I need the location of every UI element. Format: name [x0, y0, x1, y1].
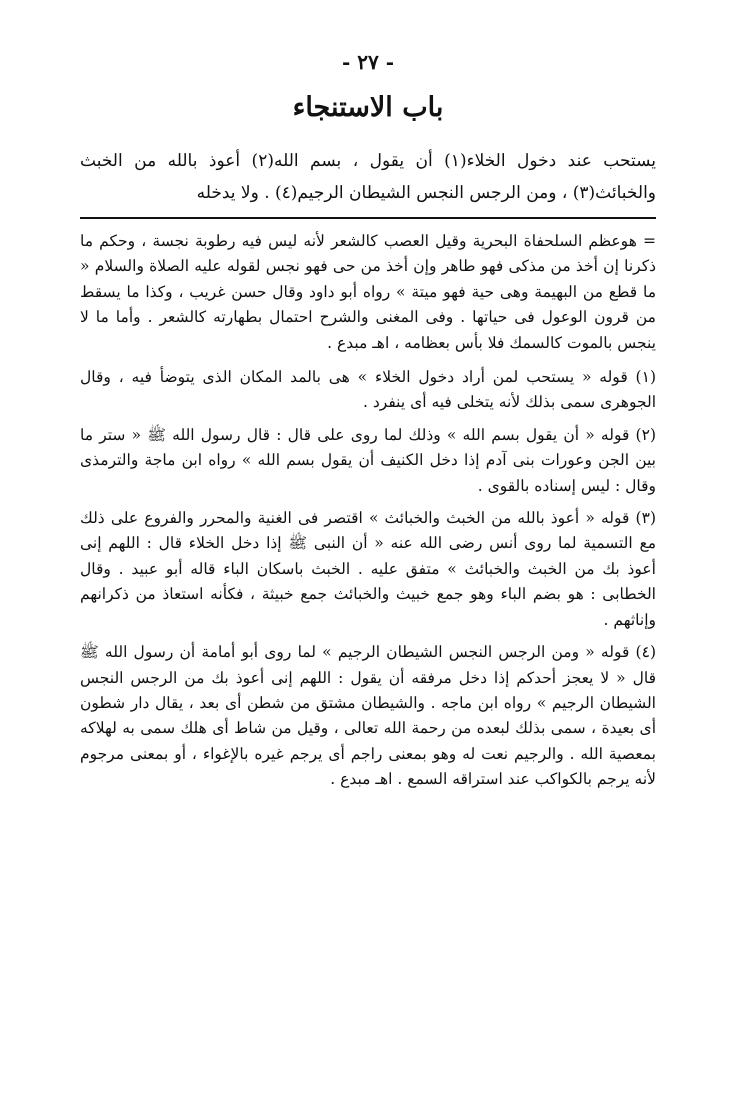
footnote-2: (٢) قوله « أن يقول بسم الله » وذلك لما روى على قال : قال رسول الله ﷺ « ستر ما بين الجن وعورات بنى آدم إذا دخل الكنيف أن يقول بسم الله » رواه ابن ماجة والترمذى وقال : ليس إسناده بالقوى .	[80, 425, 656, 495]
footnotes	[80, 229, 656, 793]
page-number: - ٢٧ -	[341, 50, 394, 74]
main-text	[80, 145, 656, 209]
main-paragraph: يستحب عند دخول الخلاء(١) أن يقول ، بسم الله(٢) أعوذ بالله من الخبث والخبائث(٣) ، ومن الرجس النجس الشيطان الرجيم(٤) . ولا يدخله	[80, 151, 656, 203]
footnote-continuation: = هوعظم السلحفاة البحرية وقيل العصب كالشعر لأنه ليس فيه رطوبة نجسة ، وحكم ما ذكرنا إن أخذ من مذكى فهو طاهر وإن أخذ من حى فهو نجس لقوله عليه الصلاة والسلام « ما قطع من البهيمة وهى حية فهو ميتة » رواه أبو داود وقال حسن غريب ، وكذا ما يسقط من قرون الوعول فى حياتها . وفى المغنى والشرح احتمال بطهارته كالشعر . وأما ما لا ينجس بالموت كالسمك فلا بأس بعظامه ، اهـ مبدع .	[80, 232, 656, 352]
footnote-divider	[80, 217, 656, 219]
chapter-title: باب الاستنجاء	[292, 92, 444, 123]
footnote-4: (٤) قوله « ومن الرجس النجس الشيطان الرجيم » لما روى أبو أمامة أن رسول الله ﷺ قال « لا يعجز أحدكم إذا دخل مرفقه أن يقول : اللهم إنى أعوذ بك من الرجس النجس الشيطان الرجيم » رواه ابن ماجه . والشيطان مشتق من شطن أى بعد ، يقال دار شطون أى بعيدة ، سمى بذلك لبعده من رحمة الله تعالى ، وقيل من شاط أى هلك سمى به لهلاكه بمعصية الله . والرجيم نعت له وهو بمعنى راجم أى يرجم غيره بالإغواء ، أو بمعنى مرجوم لأنه يرجم بالكواكب عند استراقه السمع . اهـ مبدع .	[80, 643, 657, 789]
footnote-3: (٣) قوله « أعوذ بالله من الخبث والخبائث » اقتصر فى الغنية والمحرر والفروع على ذلك مع التسمية لما روى أنس رضى الله عنه « أن النبى ﷺ إذا دخل الخلاء قال : اللهم إنى أعوذ بك من الخبث والخبائث » متفق عليه . الخبث باسكان الباء قاله أبو عبيد . وقال الخطابى : هو بضم الباء وهو جمع خبيث والخبائث جمع خبيثة ، فكأنه استعاذ من ذكرانهم وإناثهم .	[80, 509, 656, 629]
footnote-1: (١) قوله « يستحب لمن أراد دخول الخلاء » هى بالمد المكان الذى يتوضأ فيه ، وقال الجوهرى سمى بذلك لأنه يتخلى فيه أى ينفرد .	[80, 368, 656, 412]
